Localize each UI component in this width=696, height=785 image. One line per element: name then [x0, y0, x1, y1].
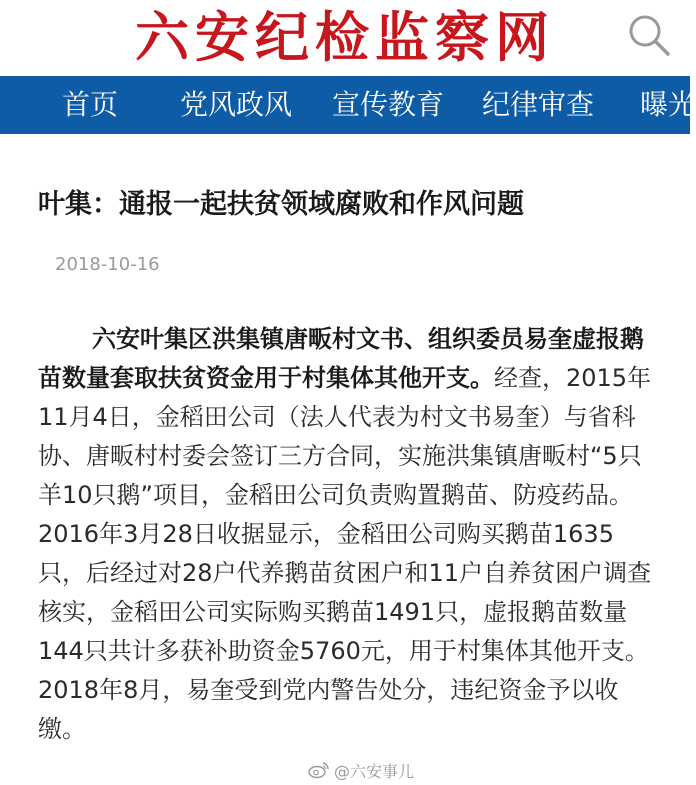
site-logo-title[interactable]: 六安纪检监察网 — [135, 5, 555, 69]
article-date: 2018-10-16 — [55, 254, 160, 275]
nav-item-discipline-review[interactable]: 纪律审查 — [482, 88, 595, 121]
nav-item-publicity[interactable]: 宣传教育 — [332, 88, 445, 121]
search-button[interactable] — [626, 12, 672, 58]
weibo-watermark — [308, 757, 414, 783]
article-body-text: 经查，2015年11月4日，金稻田公司（法人代表为村文书易奎）与省科协、唐畈村村委会签订三方合同，实施洪集镇唐畈村“5只羊10只鹅”项目，金稻田公司负责购置鹅苗、防疫药品。2016年3月28日收据显示，金稻田公司购买鹅苗1635只，后经过对28户代养鹅苗贫困户和11户自养贫困户调查核实，金稻田公司实际购买鹅苗1491只，虚报鹅苗数量144只共计多获补助资金5760元，用于村集体其他开支。2018年8月，易奎受到党内警告处分，违纪资金予以收缴。 — [38, 364, 652, 743]
site-header — [0, 0, 690, 76]
nav-item-home[interactable]: 首页 — [62, 88, 119, 121]
watermark-text: @六安事儿 — [334, 761, 415, 781]
main-nav — [0, 76, 696, 134]
nav-item-party-style[interactable]: 党风政风 — [180, 88, 293, 121]
weibo-icon — [308, 761, 330, 779]
article-body — [38, 320, 656, 749]
nav-item-exposure[interactable]: 曝光 — [640, 88, 696, 121]
article-lead: 六安叶集区洪集镇唐畈村文书、组织委员易奎虚报鹅苗数量套取扶贫资金用于村集体其他开支。 — [38, 325, 644, 392]
article-title: 叶集：通报一起扶贫领域腐败和作风问题 — [38, 189, 524, 220]
search-icon — [626, 12, 672, 58]
